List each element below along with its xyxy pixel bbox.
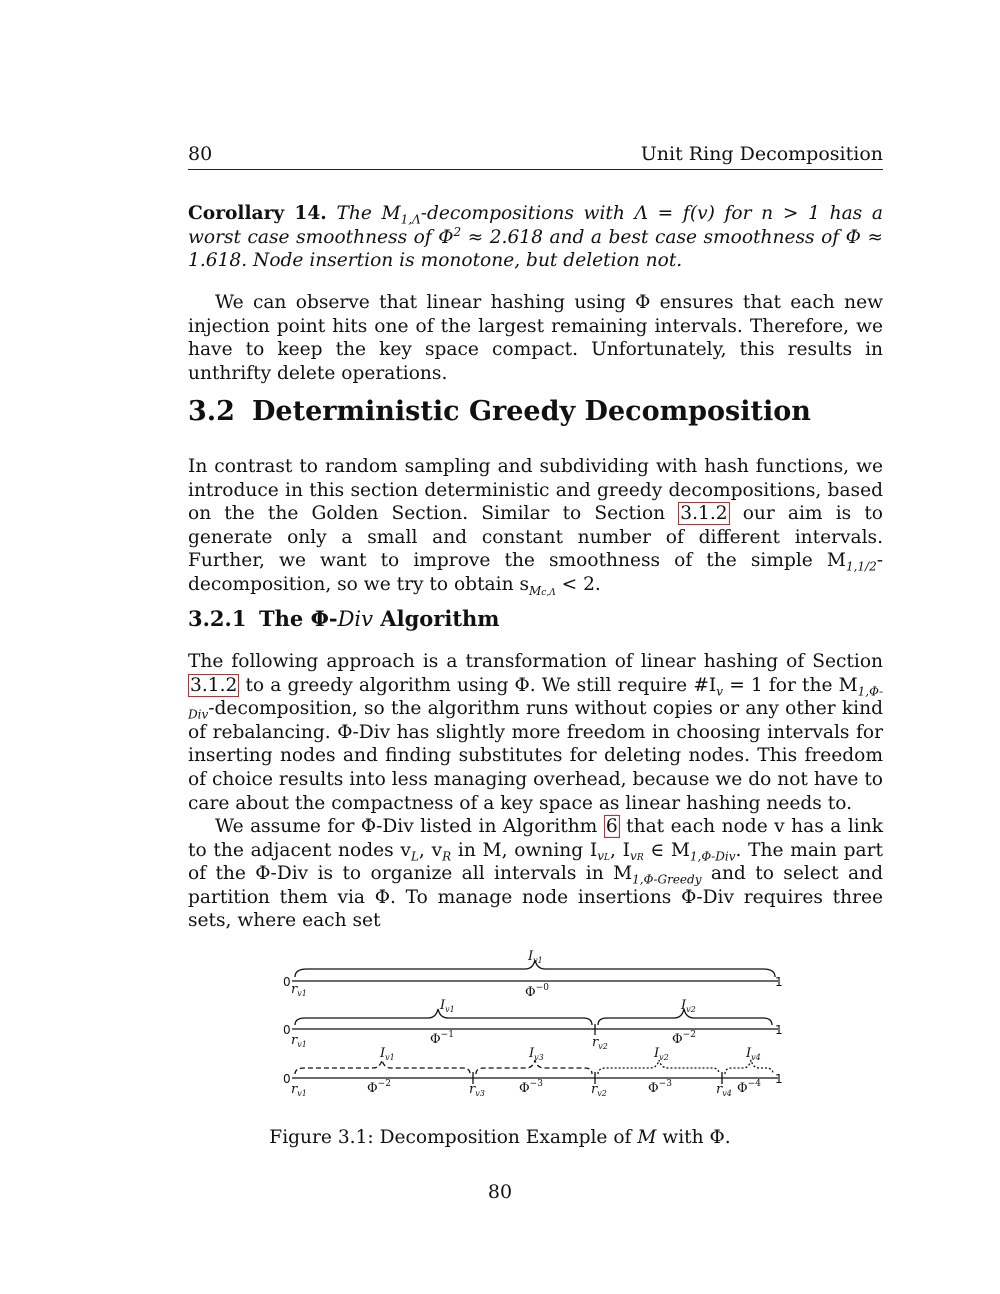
intro-text-3: -decomposition, so we try to obtain s — [188, 550, 883, 595]
row3-phi-3: $\Phi^{-3}$ — [648, 1079, 672, 1096]
section-ref-link[interactable]: 3.1.2 — [680, 503, 728, 525]
approach-text-4: -decomposition, so the algorithm runs without copies or any other kind of rebalancing. Φ-Div has slightly more freedom in choosing intervals for inserting nodes and finding substitutes for deleting nodes. This freedom of choice results into less managing overhead, because we do not have to care about the compactness of a key space as linear hashing needs to. — [188, 698, 883, 814]
assume-sub-4b: R — [636, 853, 644, 864]
row3-brace-3 — [598, 1060, 719, 1074]
corollary-text-3: ≈ 2.618 and a best case smoothness of Φ ≈ 1.618. Node insertion is monotone, but deletion not. — [188, 226, 883, 272]
subsection-title-pre: The Φ- — [259, 606, 338, 631]
row2-r-1: $r_{v1}$ — [291, 1033, 307, 1049]
row3-brace-2-label: $I_{v3}$ — [529, 1046, 544, 1062]
intro-sub-2: M — [529, 583, 542, 598]
corollary-sup: 2 — [453, 224, 462, 239]
section-number: 3.2 — [188, 396, 235, 427]
running-header — [188, 143, 883, 170]
assume-text-4: in M, owning I — [451, 839, 598, 861]
row3-r-4: $r_{v4}$ — [716, 1082, 732, 1098]
approach-sub-1: v — [716, 684, 724, 699]
approach-text-2: to a greedy algorithm using Φ. We still require #I — [239, 674, 717, 696]
subsection-title-ital: Div — [337, 607, 373, 631]
corollary-sub: 1,Λ — [400, 212, 421, 227]
row3-phi-1: $\Phi^{-2}$ — [367, 1079, 391, 1096]
assume-sub-5: 1,Φ-Div — [689, 849, 736, 864]
header-page-number: 80 — [188, 143, 213, 165]
assume-text-1: We assume for Φ-Div listed in Algorithm — [215, 816, 604, 837]
caption-text: Figure 3.1: Decomposition Example of — [269, 1127, 638, 1148]
row2-phi-2: $\Phi^{-2}$ — [672, 1030, 696, 1047]
assume-sub-2: R — [442, 849, 452, 864]
row1-one: 1 — [775, 975, 783, 989]
assume-sub-4: v — [630, 849, 637, 864]
row3-brace-1-label: $I_{v1}$ — [380, 1046, 395, 1062]
corollary-label: Corollary 14. — [188, 203, 327, 224]
row3-phi-2: $\Phi^{-3}$ — [519, 1079, 543, 1096]
row1-brace-label: $I_{v1}$ — [528, 949, 543, 965]
row3-brace-2 — [476, 1060, 592, 1074]
caption-m: M — [637, 1127, 657, 1148]
row2-one: 1 — [775, 1023, 783, 1037]
corollary-text-2: -decompositions with Λ = f(v) for n > 1 has a worst case smoothness of Φ — [188, 203, 883, 248]
row3-r-3: $r_{v2}$ — [591, 1082, 607, 1098]
row3-brace-4 — [725, 1060, 773, 1074]
row1-zero: 0 — [283, 975, 291, 989]
intro-sub-3: c,Λ — [541, 587, 556, 598]
approach-text-3: = 1 for the M — [723, 674, 858, 696]
assume-text-6: ∈ M — [643, 839, 690, 861]
row3-brace-3-label: $I_{v2}$ — [654, 1046, 669, 1062]
section-title: Deterministic Greedy Decomposition — [252, 396, 811, 427]
paragraph-intro — [188, 455, 883, 597]
algorithm-ref-link[interactable]: 6 — [605, 816, 618, 837]
intro-sub-1: 1,1/2 — [845, 560, 877, 575]
row2-phi-1: $\Phi^{-1}$ — [430, 1030, 454, 1047]
row3-brace-1 — [295, 1060, 470, 1074]
footer-page-number: 80 — [487, 1181, 513, 1203]
assume-text-3: , v — [418, 839, 443, 861]
approach-text-1: The following approach is a transformation of linear hashing of Section — [188, 651, 883, 672]
row3-brace-4-label: $I_{v4}$ — [746, 1046, 761, 1062]
row3-one: 1 — [775, 1072, 783, 1086]
row2-r-2: $r_{v2}$ — [592, 1035, 608, 1051]
paragraph-linear-hashing: We can observe that linear hashing using Φ ensures that each new injection point hits one of the largest remaining intervals. Therefore, we have to keep the key space compact. Unfortunately, this results in unthrifty delete operations. — [188, 292, 883, 384]
header-chapter-title: Unit Ring Decomposition — [640, 143, 883, 165]
corollary-text: The M — [336, 203, 401, 224]
row1-r: $r_{v1}$ — [291, 982, 307, 998]
subsection-number: 3.2.1 — [188, 606, 247, 631]
assume-sub-3: v — [597, 849, 605, 864]
assume-text-8: and to select and partition them via Φ. To manage node insertions Φ-Div requires three sets, where each set — [188, 863, 884, 932]
subsection-heading — [188, 606, 500, 631]
assume-sub-6: 1,Φ-Greedy — [632, 872, 702, 887]
paragraph-approach — [188, 650, 883, 815]
paragraph-assumption — [188, 815, 883, 933]
section-ref-link-2[interactable]: 3.1.2 — [190, 674, 238, 696]
caption-text-2: with Φ. — [656, 1127, 731, 1148]
decomposition-figure — [270, 940, 790, 1105]
assume-text-2: that each node v has a link to the adjacent nodes v — [188, 816, 883, 861]
assume-sub-1: L — [410, 849, 419, 864]
assume-sub-3b: L — [604, 853, 611, 864]
assume-text-7: . The main part of the Φ-Div is to organize all intervals in M — [188, 839, 884, 885]
assume-text-5: , I — [610, 839, 631, 861]
row3-phi-4: $\Phi^{-4}$ — [737, 1079, 761, 1096]
row1-phi: $\Phi^{-0}$ — [525, 983, 549, 1000]
row3-zero: 0 — [283, 1072, 291, 1086]
intro-text-1: In contrast to random sampling and subdividing with hash functions, we introduce in this section deterministic and greedy decompositions, based on the the Golden Section. Similar to Section — [188, 456, 883, 525]
corollary-14 — [188, 202, 883, 273]
approach-sub-2: 1,Φ-Div — [188, 684, 883, 722]
row3-r-1: $r_{v1}$ — [291, 1082, 307, 1098]
subsection-title-post: Algorithm — [373, 606, 500, 631]
intro-text-2: our aim is to generate only a small and constant number of different intervals. Further, we want to improve the smoothness of the simple M — [188, 503, 883, 572]
row2-brace-2-label: $I_{v2}$ — [681, 998, 696, 1014]
section-heading — [188, 396, 811, 427]
row2-zero: 0 — [283, 1023, 291, 1037]
row2-brace-1-label: $I_{v1}$ — [440, 998, 455, 1014]
figure-caption — [0, 1127, 1000, 1148]
row3-r-2: $r_{v3}$ — [469, 1082, 485, 1098]
intro-text-4: < 2. — [555, 573, 601, 595]
